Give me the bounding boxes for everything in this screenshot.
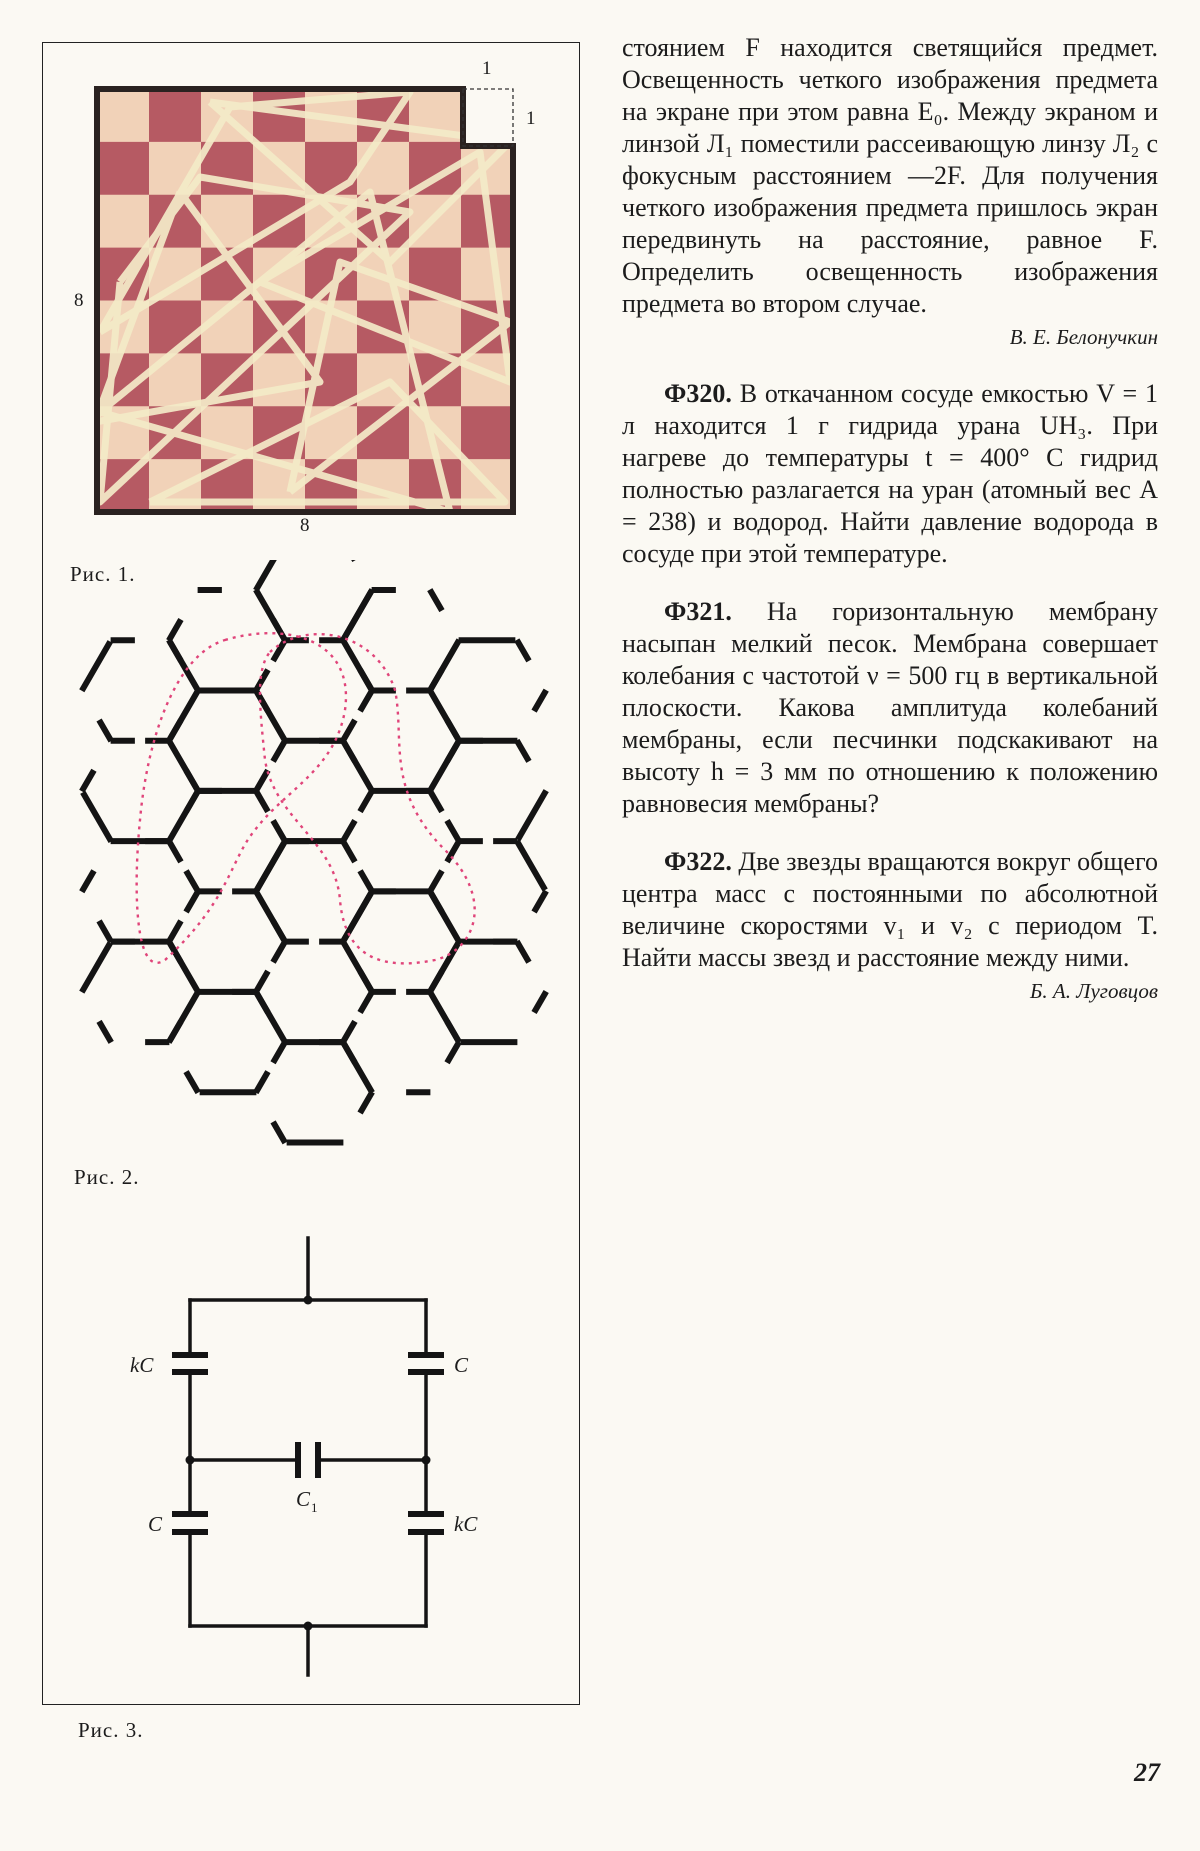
lattice-bond bbox=[188, 1074, 197, 1090]
lattice-bond bbox=[84, 795, 109, 839]
lattice-bond bbox=[258, 996, 283, 1040]
lattice-bond bbox=[362, 793, 371, 809]
board-square bbox=[201, 195, 254, 248]
lattice-bond bbox=[344, 594, 369, 638]
lattice-bond bbox=[449, 1024, 458, 1040]
lattice-bond bbox=[449, 723, 458, 739]
lattice-bond bbox=[536, 693, 545, 709]
lattice-bond bbox=[275, 743, 284, 759]
fig1-caption: Рис. 1. bbox=[70, 562, 136, 586]
lattice-bond bbox=[188, 873, 197, 889]
text-column bbox=[622, 32, 1158, 1006]
lattice-bond bbox=[170, 795, 195, 839]
capacitor-top-left bbox=[172, 1355, 208, 1372]
lattice-bond bbox=[518, 743, 527, 759]
intro-paragraph: стоянием F находится светящийся предмет. Освещенность четкого изображения предмета на экране при этом равна E₀. Между экраном и линзой Л₁ поместили рассеивающую линзу Л₂ с фокусным расстоянием —2F. Для получения четкого изображения предмета пришлось экран передвинуть на расстояние, равное F. Определить освещенность изображения предмета во втором случае. bbox=[622, 33, 1158, 318]
label-bottom-right: kC bbox=[454, 1512, 478, 1536]
lattice-bond bbox=[170, 843, 179, 859]
lattice-bond bbox=[101, 723, 110, 739]
label-bottom-left: C bbox=[148, 1512, 163, 1536]
figure-1-chessboard bbox=[90, 82, 520, 518]
capacitor-middle bbox=[298, 1442, 318, 1478]
lattice-bond bbox=[83, 946, 108, 990]
lattice-bond bbox=[431, 592, 440, 608]
problem-number: Ф322. bbox=[664, 847, 732, 876]
lattice-bond bbox=[257, 1074, 266, 1090]
lattice-bond bbox=[83, 773, 92, 789]
label-top-left: kC bbox=[130, 1353, 154, 1377]
problem-f320 bbox=[622, 378, 1158, 570]
fig3-caption: Рис. 3. bbox=[78, 1718, 144, 1742]
lattice-bond bbox=[362, 693, 371, 709]
lattice-bond bbox=[257, 974, 266, 990]
lattice-bond bbox=[257, 793, 266, 809]
lattice-bond bbox=[536, 894, 545, 910]
lattice-bond bbox=[431, 793, 440, 809]
lattice-bond bbox=[344, 1024, 353, 1040]
lattice-bond bbox=[344, 895, 369, 939]
board-square bbox=[461, 406, 514, 459]
lattice-bond bbox=[170, 723, 179, 739]
lattice-bond bbox=[431, 873, 440, 889]
problem-body: Две звезды вращаются вокруг общего центра масс с постоянными по абсолютной величине скоростями v₁ и v₂ с периодом T. Найти массы звезд и расстояние между ними. bbox=[622, 847, 1158, 972]
lattice-bond bbox=[431, 974, 440, 990]
intro-author: В. Е. Белонучкин bbox=[1009, 325, 1158, 349]
lattice-bond bbox=[536, 994, 545, 1010]
lattice-bond bbox=[275, 924, 284, 940]
board-square bbox=[461, 89, 514, 142]
lattice-bond bbox=[518, 944, 527, 960]
lattice-bond bbox=[83, 873, 92, 889]
page-number: 27 bbox=[1134, 1758, 1160, 1787]
problem-f322-author: Б. А. Луговцов bbox=[1030, 979, 1158, 1003]
lattice-bond bbox=[345, 745, 370, 789]
fig1-label-bottom: 8 bbox=[300, 515, 310, 536]
figure-2-hex-lattice bbox=[55, 560, 565, 1160]
lattice-bond bbox=[344, 843, 353, 859]
lattice-bond bbox=[344, 823, 353, 839]
fig1-label-left: 8 bbox=[74, 290, 84, 311]
lattice-bond bbox=[344, 723, 353, 739]
lattice-bond bbox=[275, 1124, 284, 1140]
problem-number: Ф320. bbox=[664, 379, 732, 408]
fig1-label-right: 1 bbox=[526, 108, 536, 129]
lattice-bond bbox=[170, 622, 179, 638]
board-square bbox=[149, 301, 202, 354]
lattice-bond bbox=[449, 1044, 458, 1060]
problem-f321 bbox=[622, 596, 1158, 820]
lattice-bond bbox=[362, 873, 371, 889]
fig1-label-top: 1 bbox=[482, 58, 492, 79]
lattice-bond bbox=[101, 1024, 110, 1040]
lattice-bond bbox=[518, 642, 527, 658]
label-middle-sub: 1 bbox=[311, 1500, 318, 1515]
figure-3-circuit bbox=[120, 1230, 500, 1680]
board-square bbox=[253, 353, 306, 406]
lattice-bond bbox=[188, 773, 197, 789]
lattice-bond bbox=[257, 773, 266, 789]
lattice-bond bbox=[275, 642, 284, 658]
lattice-bond bbox=[171, 946, 196, 990]
lattice-bond bbox=[257, 845, 282, 889]
problem-number: Ф321. bbox=[664, 597, 732, 626]
lattice-bond bbox=[518, 843, 543, 887]
problem-body: На горизонтальную мембрану насыпан мелкий песок. Мембрана совершает колебания с частотой ν = 500 гц в вертикальной плоскости. Какова амплитуда колебаний мембраны, если песчинки подскакивают на высоту h = 3 мм по отношению к положению равновесия мембраны? bbox=[622, 597, 1158, 818]
board-square bbox=[97, 142, 150, 195]
fig2-caption: Рис. 2. bbox=[74, 1165, 140, 1189]
lattice-bond bbox=[362, 672, 371, 688]
label-middle: C bbox=[296, 1487, 311, 1511]
lattice-bond bbox=[171, 644, 196, 688]
label-top-right: C bbox=[454, 1353, 469, 1377]
board-square bbox=[97, 195, 150, 248]
lattice-bond bbox=[275, 1044, 284, 1060]
lattice-bond bbox=[83, 644, 108, 688]
lattice-bond bbox=[432, 895, 457, 939]
lattice-bond bbox=[345, 1046, 370, 1090]
lattice-bond bbox=[449, 823, 458, 839]
lattice-bond bbox=[170, 1024, 179, 1040]
lattice-bond bbox=[519, 793, 544, 837]
lattice-bond bbox=[431, 745, 456, 789]
board-square bbox=[357, 142, 410, 195]
capacitor-top-right bbox=[408, 1355, 444, 1372]
board-square bbox=[97, 89, 150, 142]
lattice-bond bbox=[362, 1095, 371, 1111]
lattice-bond bbox=[188, 894, 197, 910]
lattice-bond bbox=[362, 994, 371, 1010]
lattice-bond bbox=[275, 823, 284, 839]
lattice-bond bbox=[449, 843, 458, 859]
lattice-bond bbox=[275, 622, 284, 638]
lattice-bond bbox=[431, 672, 440, 688]
lattice-bond bbox=[257, 672, 266, 688]
lattice-bond bbox=[257, 560, 282, 588]
problem-f322 bbox=[622, 846, 1158, 974]
board-square bbox=[461, 248, 514, 301]
problem-body: В откачанном сосуде емкостью V = 1 л находится 1 г гидрида урана UH₃. При нагреве до температуры t = 400° C гидрид полностью разлагается на уран (атомный вес A = 238) и водород. Найти давление водорода в сосуде при этой температуре. bbox=[622, 379, 1158, 568]
lattice-bond bbox=[275, 944, 284, 960]
lattice-bond bbox=[170, 924, 179, 940]
dotted-region-left bbox=[137, 633, 346, 963]
lattice-bond bbox=[362, 974, 371, 990]
board-square bbox=[149, 89, 202, 142]
lattice-bond bbox=[101, 924, 110, 940]
capacitor-bottom-left bbox=[172, 1514, 208, 1532]
capacitor-bottom-right bbox=[408, 1514, 444, 1532]
board-square bbox=[305, 142, 358, 195]
